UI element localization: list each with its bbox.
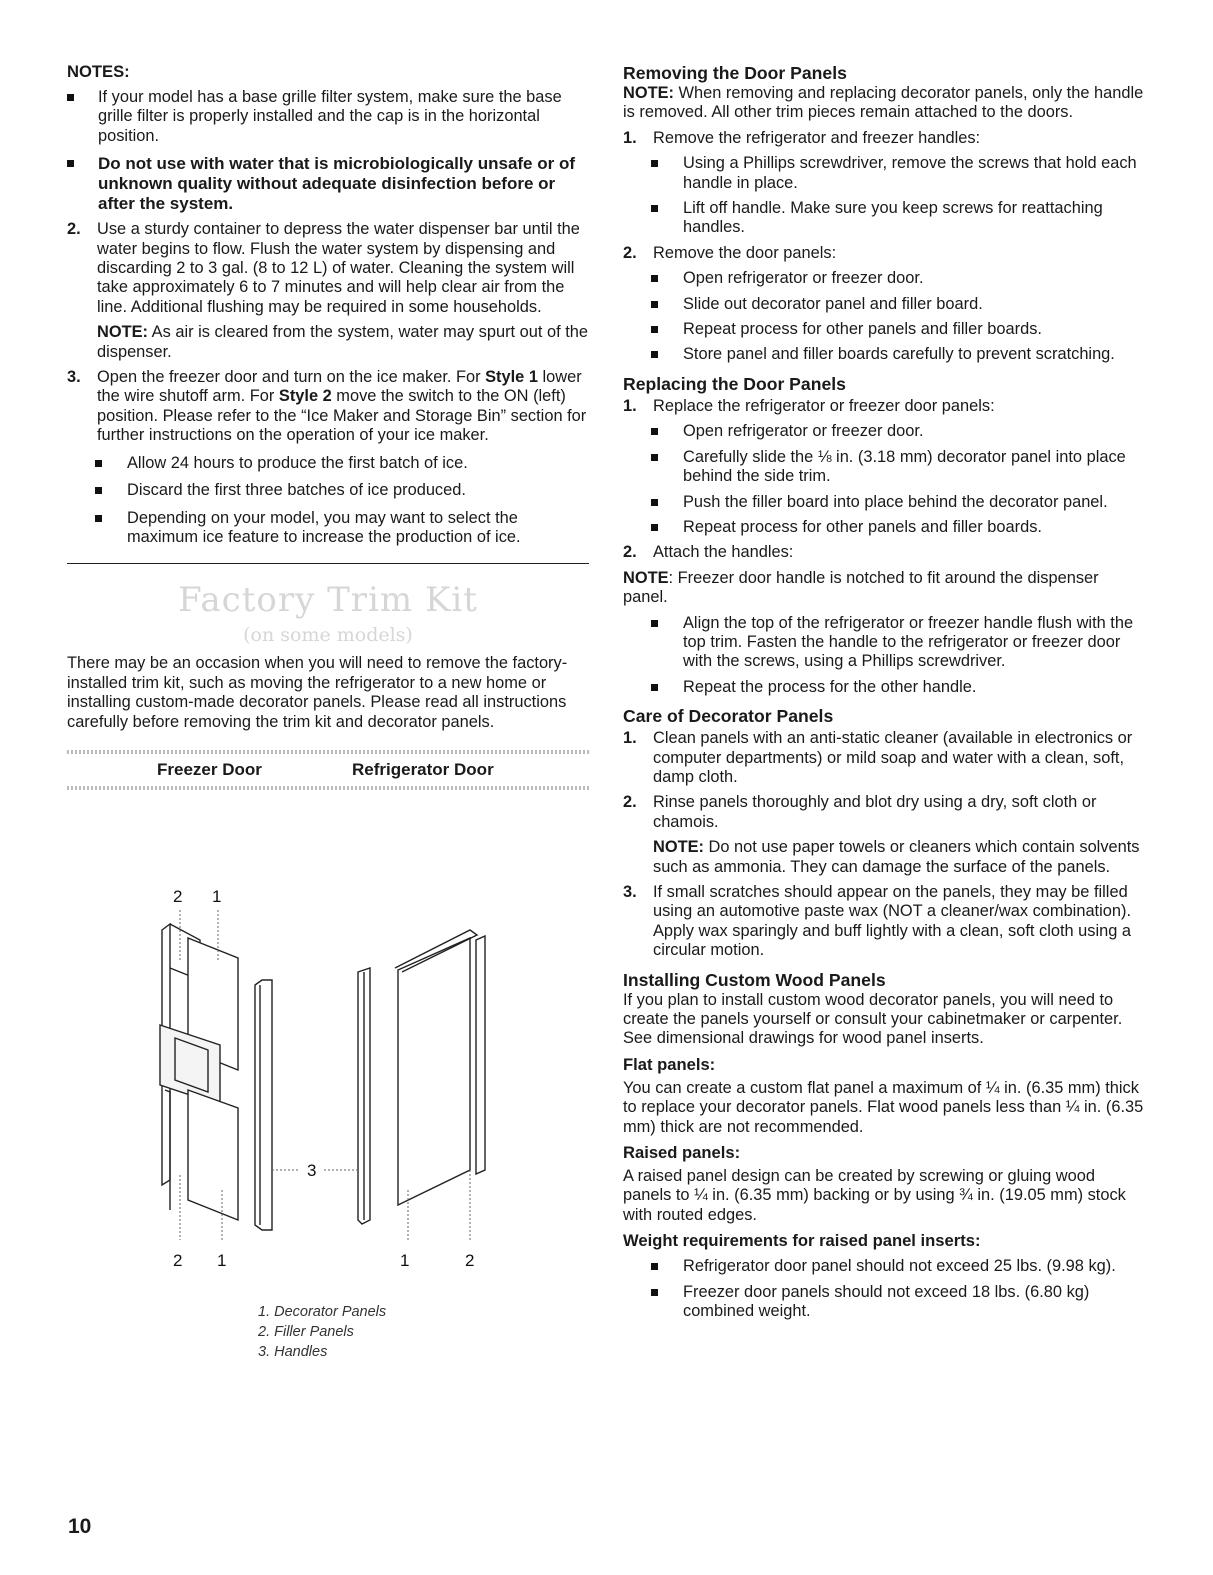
page-number: 10 xyxy=(68,1515,92,1538)
section-subtitle: (on some models) xyxy=(243,624,413,647)
removing-step-2 xyxy=(623,244,1145,263)
step-number: 3. xyxy=(623,883,637,901)
note-label: NOTE: xyxy=(623,84,674,102)
style-1-label: Style 1 xyxy=(485,368,538,387)
list-item: Store panel and filler boards carefully to prevent scratching. xyxy=(623,345,1145,364)
step-text: Remove the door panels: xyxy=(653,243,837,262)
step-2-note xyxy=(67,323,589,362)
raised-heading: Raised panels: xyxy=(623,1143,741,1163)
list-item: Align the top of the refrigerator or freezer handle flush with the top trim. Fasten the handle to the refrigerator or freezer door with the screws, using a Phillips screwdriver. xyxy=(623,614,1145,672)
list-item: Allow 24 hours to produce the first batch of ice. xyxy=(67,454,589,473)
legend-item: 3. Handles xyxy=(258,1344,328,1360)
removing-note xyxy=(623,84,1145,123)
door-headers xyxy=(67,754,589,786)
step-text: Clean panels with an anti-static cleaner (available in electronics or computer departments) or mild soap and water with a clean, soft, damp cloth. xyxy=(653,729,1133,786)
freezer-door-label: Freezer Door xyxy=(157,759,262,779)
trim-kit-diagram xyxy=(140,880,500,1280)
step-number: 1. xyxy=(623,128,637,147)
list-item: Using a Phillips screwdriver, remove the screws that hold each handle in place. xyxy=(623,154,1145,193)
callout-1: 1 xyxy=(217,1251,227,1270)
install-paragraph: If you plan to install custom wood decorator panels, you will need to create the panels yourself or consult your cabinetmaker or carpenter. See dimensional drawings for wood panel inserts. xyxy=(623,990,1123,1048)
step-number: 3. xyxy=(67,368,81,387)
refrigerator-panel xyxy=(398,938,470,1205)
step-text: Replace the refrigerator or freezer door panels: xyxy=(653,396,995,415)
callout-2: 2 xyxy=(173,887,183,906)
list-item: Open refrigerator or freezer door. xyxy=(623,269,1145,288)
step-text: If small scratches should appear on the panels, they may be filled using an automotive paste wax (NOT a cleaner/wax combination). Apply wax sparingly and buff lightly with a clean, soft cloth using a circular motion. xyxy=(653,883,1132,960)
divider xyxy=(67,563,589,564)
dotted-divider xyxy=(67,786,589,790)
callout-1: 1 xyxy=(212,887,222,906)
note-text: Do not use paper towels or cleaners which contain solvents such as ammonia. They can damage the surface of the panels. xyxy=(653,838,1140,876)
step-text: Remove the refrigerator and freezer handles: xyxy=(653,128,981,147)
list-item: Lift off handle. Make sure you keep screws for reattaching handles. xyxy=(623,199,1145,238)
step-number: 1. xyxy=(623,396,637,415)
notes-heading: NOTES: xyxy=(67,62,130,81)
left-column xyxy=(67,62,589,790)
removing-heading: Removing the Door Panels xyxy=(623,63,847,83)
replacing-heading: Replacing the Door Panels xyxy=(623,373,846,394)
list-item: Open refrigerator or freezer door. xyxy=(623,422,1145,441)
list-item: Refrigerator door panel should not exceed 25 lbs. (9.98 kg). xyxy=(623,1257,1145,1276)
diagram-legend xyxy=(258,1302,386,1362)
list-item: Discard the first three batches of ice produced. xyxy=(67,481,589,500)
step-number: 2. xyxy=(623,793,637,812)
style-2-label: Style 2 xyxy=(278,387,332,406)
care-heading: Care of Decorator Panels xyxy=(623,706,834,727)
step-number: 2. xyxy=(623,243,637,262)
list-item: Repeat process for other panels and filler boards. xyxy=(623,320,1145,339)
note-label: NOTE xyxy=(623,568,669,587)
legend-item: 1. Decorator Panels xyxy=(258,1304,387,1320)
list-item: Repeat the process for the other handle. xyxy=(623,678,1145,697)
list-item: Freezer door panels should not exceed 18 lbs. (6.80 kg) combined weight. xyxy=(623,1283,1145,1322)
callout-2: 2 xyxy=(173,1251,183,1270)
legend-item: 2. Filler Panels xyxy=(258,1324,354,1340)
step-text: lower the wire shutoff arm. For xyxy=(97,368,582,406)
list-item: Depending on your model, you may want to select the maximum ice feature to increase the production of ice. xyxy=(67,509,589,548)
step-text: Use a sturdy container to depress the water dispenser bar until the water begins to flow. Flush the water system by dispensing and discarding 2 to 3 gal. (8 to 12 L) of water. Cleaning the system will take approximately 6 to 7 minutes and will help clear air from the line. Additional flushing may be required in some households. xyxy=(97,220,580,316)
list-item: Slide out decorator panel and filler board. xyxy=(623,295,1145,314)
refrigerator-side-trim xyxy=(476,936,485,1174)
step-number: 2. xyxy=(623,543,637,562)
replacing-step-2 xyxy=(623,543,1145,562)
replacing-step-1 xyxy=(623,397,1145,416)
care-step-1 xyxy=(623,729,1145,787)
callout-3: 3 xyxy=(307,1161,317,1180)
list-item: Push the filler board into place behind the decorator panel. xyxy=(623,493,1145,512)
step-2 xyxy=(67,220,589,317)
list-item: Repeat process for other panels and filler boards. xyxy=(623,518,1145,537)
list-item: Carefully slide the ⅛ in. (3.18 mm) decorator panel into place behind the side trim. xyxy=(623,448,1145,487)
install-heading: Installing Custom Wood Panels xyxy=(623,969,886,990)
right-column xyxy=(623,62,1145,1322)
step-text: move the switch to the ON (left) position. Please refer to the “Ice Maker and Storage Bin” section for further instructions on the operation of your ice maker. xyxy=(97,387,587,445)
flat-heading: Flat panels: xyxy=(623,1054,716,1074)
freezer-lower-panel xyxy=(188,1090,238,1220)
step-text: Open the freezer door and turn on the ice maker. For xyxy=(97,368,486,387)
note-item: If your model has a base grille filter system, make sure the base grille filter is properly installed and the cap is in the horizontal position. xyxy=(67,88,589,146)
replacing-note xyxy=(623,569,1145,608)
intro-paragraph: There may be an occasion when you will need to remove the factory-installed trim kit, such as moving the refrigerator to a new home or installing custom-made decorator panels. Please read all instructions carefully before removing the trim kit and decorator panels. xyxy=(67,654,568,731)
callout-1: 1 xyxy=(400,1251,410,1270)
note-item-warning: Do not use with water that is microbiologically unsafe or of unknown quality without adequate disinfection before or after the system. xyxy=(67,154,589,214)
step-text: Rinse panels thoroughly and blot dry using a dry, soft cloth or chamois. xyxy=(653,793,1097,831)
note-text: As air is cleared from the system, water may spurt out of the dispenser. xyxy=(97,323,588,361)
callout-2: 2 xyxy=(465,1251,475,1270)
refrigerator-door-label: Refrigerator Door xyxy=(352,759,494,779)
step-3 xyxy=(67,368,589,446)
raised-paragraph: A raised panel design can be created by screwing or gluing wood panels to ¼ in. (6.35 mm) backing or by using ¾ in. (19.05 mm) stock with routed edges. xyxy=(623,1167,1126,1224)
note-label: NOTE: xyxy=(97,323,148,342)
step-number: 2. xyxy=(67,220,81,239)
step-number: 1. xyxy=(623,729,637,748)
note-label: NOTE: xyxy=(653,838,704,857)
note-text: : Freezer door handle is notched to fit around the dispenser panel. xyxy=(623,568,1099,607)
weight-heading: Weight requirements for raised panel inserts: xyxy=(623,1231,981,1251)
removing-step-1 xyxy=(623,129,1145,148)
flat-paragraph: You can create a custom flat panel a maximum of ¼ in. (6.35 mm) thick to replace your decorator panels. Flat wood panels less than ¼ in. (6.35 mm) thick are not recommended. xyxy=(623,1078,1144,1136)
section-title: Factory Trim Kit xyxy=(178,580,478,621)
care-note xyxy=(623,838,1145,877)
note-text: When removing and replacing decorator panels, only the handle is removed. All other trim pieces remain attached to the doors. xyxy=(623,84,1144,122)
freezer-handle xyxy=(255,980,272,1230)
care-step-2 xyxy=(623,793,1145,832)
care-step-3 xyxy=(623,883,1145,961)
step-text: Attach the handles: xyxy=(653,543,794,562)
